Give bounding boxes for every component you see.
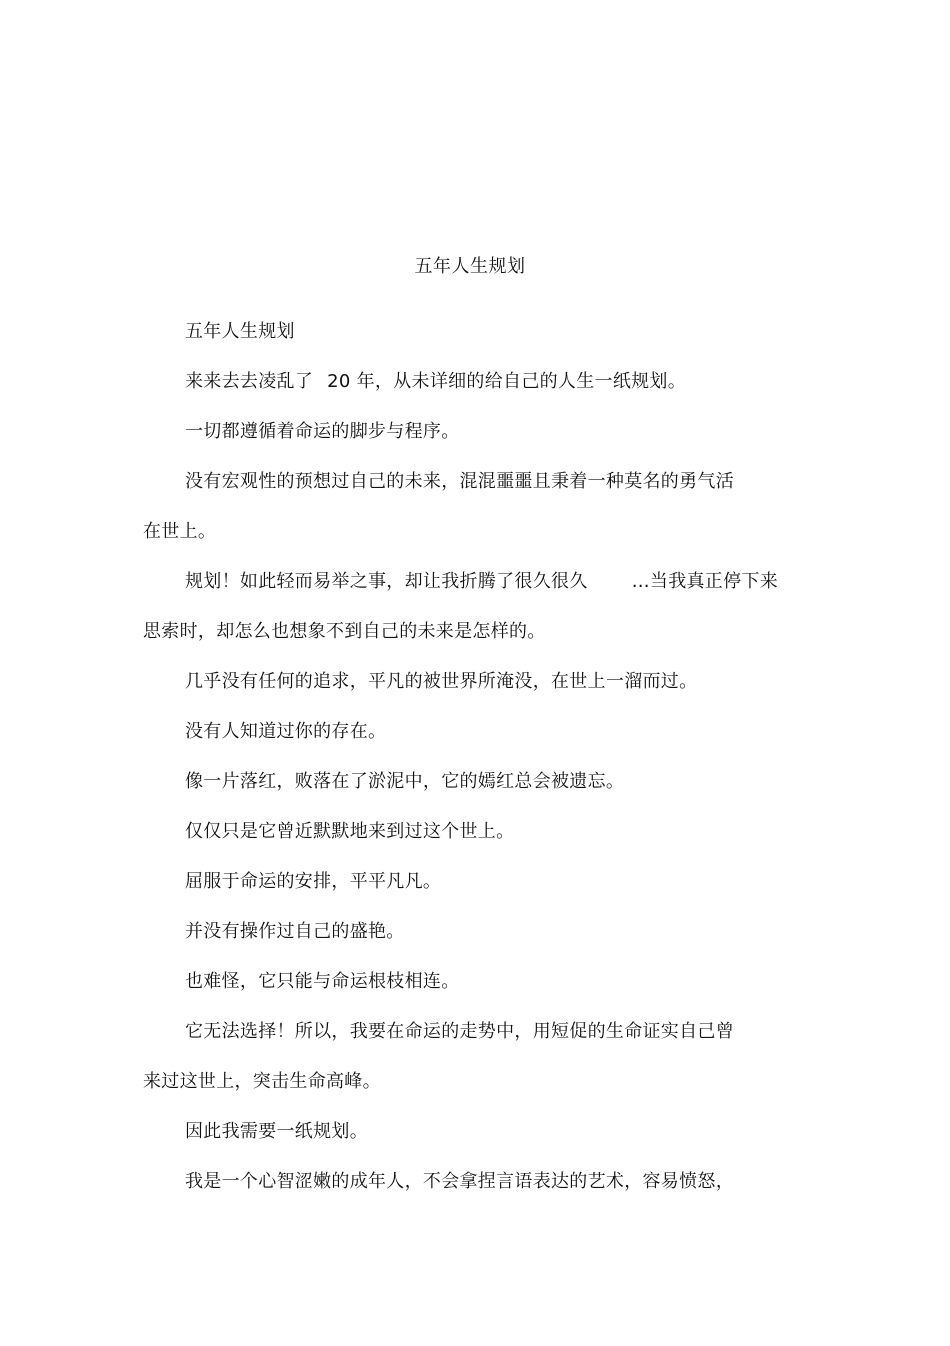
text-segment: 来来去去凌乱了: [185, 371, 314, 392]
paragraph-line: 仅仅只是它曾近默默地来到过这个世上。: [185, 821, 515, 842]
paragraph-line: 思索时，却怎么也想象不到自己的未来是怎样的。: [143, 621, 546, 642]
paragraph-line: 并没有操作过自己的盛艳。: [185, 921, 405, 942]
paragraph-line: 几乎没有任何的追求，平凡的被世界所淹没，在世上一溜而过。: [185, 671, 698, 692]
text-segment: 年，从未详细的给自己的人生一纸规划。: [356, 371, 687, 392]
paragraph-line: [143, 371, 813, 421]
paragraph-line: 它无法选择！所以，我要在命运的走势中，用短促的生命证实自己曾: [185, 1021, 734, 1042]
paragraph-line: 在世上。: [143, 521, 217, 542]
paragraph-line: 像一片落红，败落在了淤泥中，它的嫣红总会被遗忘。: [185, 771, 625, 792]
number-segment: 20: [327, 371, 351, 392]
paragraph-line: 我是一个心智涩嫩的成年人，不会拿捏言语表达的艺术，容易愤怒，: [185, 1171, 734, 1192]
text-segment: 规划！如此轻而易举之事，却让我折腾了很久很久: [185, 571, 588, 592]
paragraph-line: 一切都遵循着命运的脚步与程序。: [185, 421, 460, 442]
paragraph-line: 来过这世上，突击生命高峰。: [143, 1071, 381, 1092]
document-body: [143, 321, 813, 1221]
text-segment: …当我真正停下来: [631, 571, 779, 592]
paragraph-line: 五年人生规划: [185, 321, 295, 342]
paragraph-line: [143, 571, 813, 621]
document-title: 五年人生规划: [414, 256, 526, 277]
paragraph-line: 没有宏观性的预想过自己的未来，混混噩噩且秉着一种莫名的勇气活: [185, 471, 734, 492]
paragraph-line: 因此我需要一纸规划。: [185, 1121, 368, 1142]
paragraph-line: 没有人知道过你的存在。: [185, 721, 387, 742]
paragraph-line: 也难怪，它只能与命运根枝相连。: [185, 971, 460, 992]
paragraph-line: 屈服于命运的安排，平平凡凡。: [185, 871, 442, 892]
